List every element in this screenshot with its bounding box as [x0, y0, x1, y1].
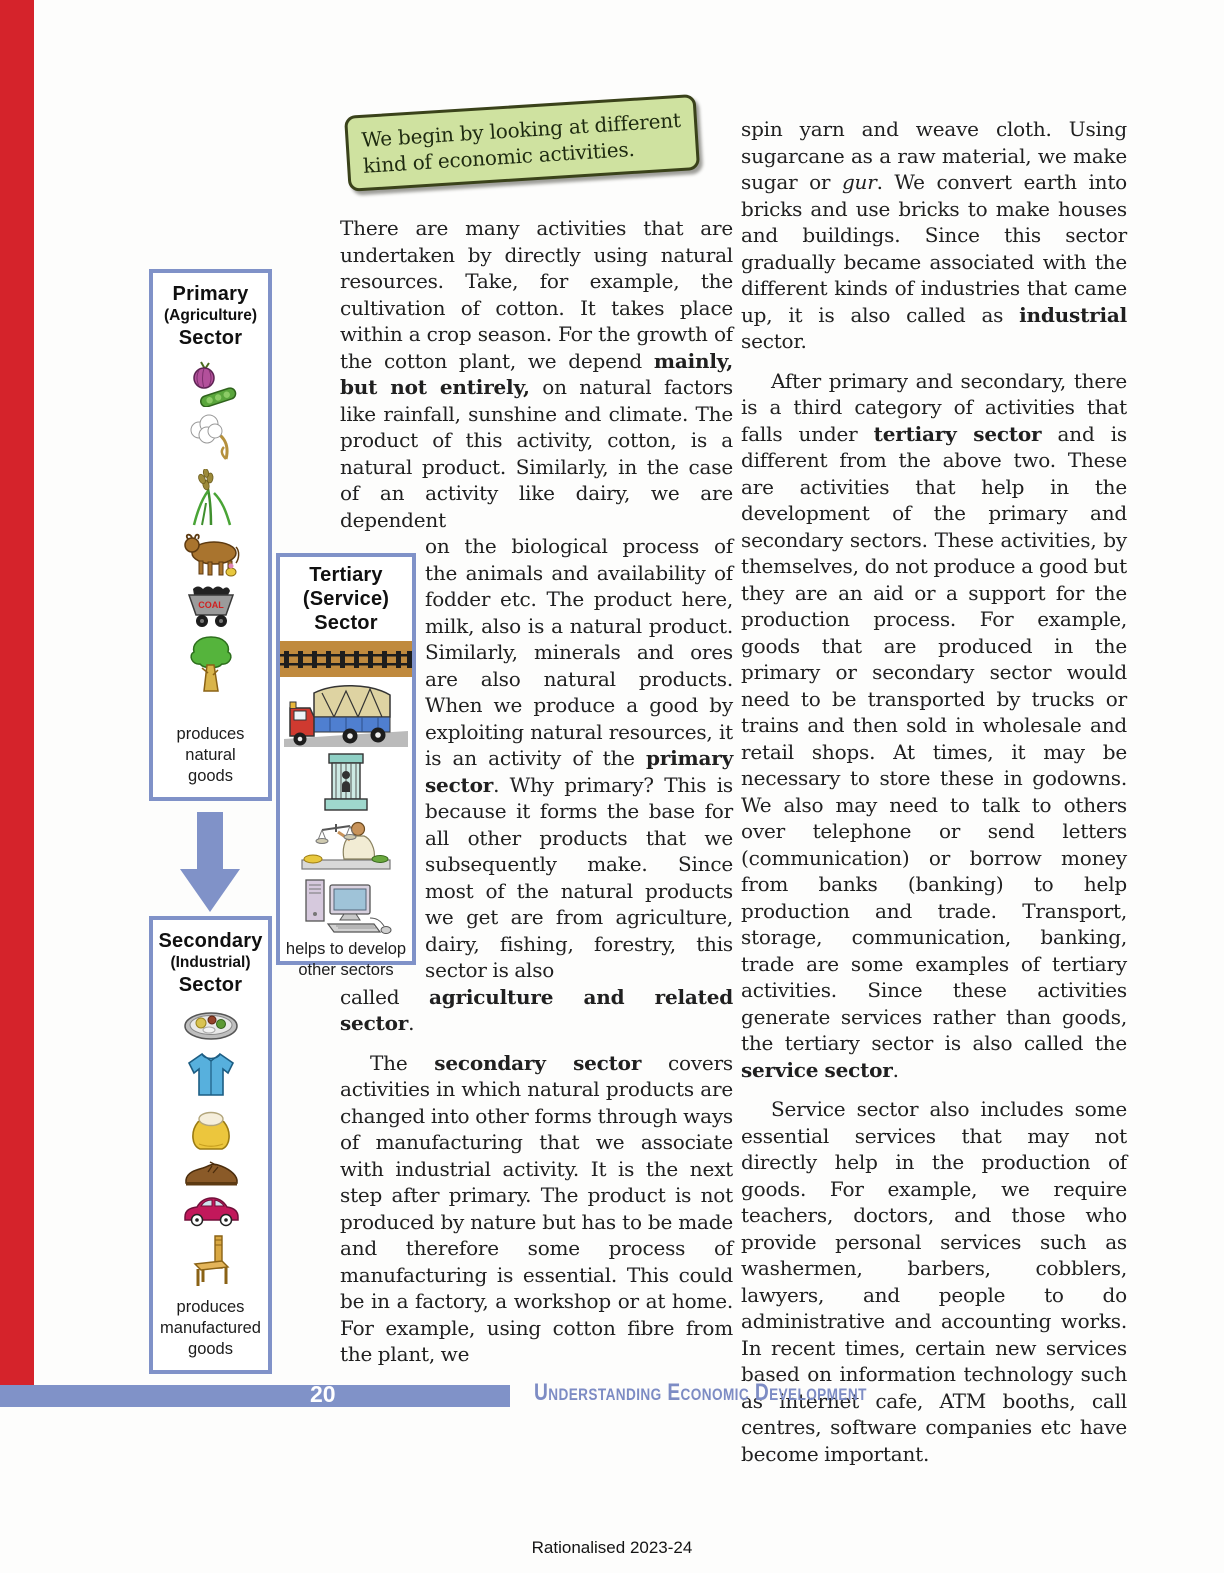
car-icon [181, 1194, 241, 1228]
paragraph-primary-intro: There are many activities that are undertaken by directly using natural resources. Take, for example, the cultivation of cotton. It takes place within a crop season. For the growth of the cotton plant, we depend mainly, but not entirely, on natural factors like rainfall, sunshine and climate. The product of this activity, cotton, is a natural product. Similarly, in the case of an activity like dairy, we are dependent [340, 216, 733, 532]
secondary-title-line3: Sector [178, 974, 243, 996]
footer-chapter-title: Understanding Economic Development [534, 1379, 867, 1406]
secondary-sector-caption: produces manufactured goods [160, 1298, 261, 1358]
secondary-sector-title [158, 929, 262, 997]
secondary-sector-box [149, 916, 272, 1374]
paragraph-service-sector: Service sector also includes some essential services that may not directly help in the production of goods. For example, we require teachers, doctors, and those who provide personal services such as washermen, barbers, cobblers, lawyers, and people to do administrative and accounting works. In recent times, certain new services based on information technology such as internet cafe, ATM booths, call centres, software companies etc have become important. [741, 1097, 1127, 1466]
chair-icon [189, 1234, 233, 1290]
primary-sector-title [164, 282, 257, 350]
cotton-boll-icon [184, 413, 238, 463]
coal-cart-icon [184, 583, 238, 629]
tree-icon [184, 635, 238, 693]
rationalised-note: Rationalised 2023-24 [531, 1538, 693, 1557]
primary-to-secondary-arrow-icon [180, 812, 240, 912]
tertiary-title-line1: Tertiary [309, 564, 383, 586]
secondary-title-line1: Secondary [158, 930, 263, 952]
tertiary-title-line3: Sector [314, 612, 378, 634]
secondary-title-line2: (Industrial) [170, 954, 251, 971]
footer-page-bar [0, 1381, 510, 1407]
paragraph-primary-wrapped: on the biological process of the animals and availability of fodder etc. The product here, milk, also is a natural product. Similarly, minerals and ores are also natural products. When we produce a good by exploiting natural resources, it is an activity of the primary sector. Why primary? This is because it forms the base for all other products that we subsequently make. Since most of the natural products we get are from agriculture, dairy, fishing, forestry, this sector is also [425, 534, 733, 982]
paragraph-secondary-sector: The secondary sector covers activities in which natural products are changed into other forms through ways of manufacturing that we associate with industrial activity. It is the next step after primary. The product is not produced by nature but has to be made and therefore some process of manufacturing is essential. This could be in a factory, a workshop or at home. For example, using cotton fibre from the plant, we [340, 1050, 733, 1366]
primary-title-line1: Primary [172, 283, 249, 305]
page-edge-red-bar [0, 0, 34, 1386]
tertiary-title-line2: (Service) [302, 588, 390, 610]
sugar-sack-icon [185, 1104, 237, 1152]
intro-speech-bubble [344, 94, 700, 192]
tertiary-sector-caption: helps to develop other sectors [285, 940, 407, 979]
right-text-column [741, 116, 1127, 1467]
paragraph-industrial: spin yarn and weave cloth. Using sugarcane as a raw material, we make sugar or gur. We convert earth into bricks and use bricks to make houses and buildings. Since this sector gradually became associated with the different kinds of industries that came up, it is also called as industrial sector. [741, 117, 1127, 353]
food-plate-icon [182, 1008, 240, 1044]
paragraph-primary-end: called agriculture and related sector. [340, 984, 734, 1035]
shirt-icon [185, 1050, 237, 1098]
intro-speech-bubble-text: We begin by looking at different kind of economic activities. [360, 107, 682, 178]
primary-icons [181, 358, 241, 696]
primary-title-line3: Sector [178, 327, 243, 349]
shoe-icon [182, 1158, 240, 1188]
cattle-icon [181, 533, 241, 577]
page-number: 20 [310, 1381, 336, 1407]
coal-cart-label: COAL [197, 600, 224, 610]
onion-and-pea-icon [185, 361, 237, 407]
primary-sector-box [149, 269, 272, 801]
primary-sector-caption: produces natural goods [176, 725, 245, 785]
paragraph-tertiary-sector: After primary and secondary, there is a third category of activities that falls under tertiary sector and is different from the above two. These are activities that help in the development of the primary and secondary sectors. These activities, by themselves, do not produce a good but they are an aid or a support for the production process. For example, goods that are produced in the primary or secondary sector would need to be transported by trucks or trains and then sold in wholesale and retail shops. At times, it may be necessary to store these in godowns. We also may need to talk to others over telephone or send letters (communication) or borrow money from banks (banking) to help production and trade. Transport, storage, communication, banking, trade are some examples of tertiary activities. Since these activities generate services rather than goods, the tertiary sector is also called the service sector. [741, 368, 1127, 1082]
middle-text-column [340, 215, 733, 1368]
paddy-plant-icon [184, 469, 238, 527]
secondary-icons [181, 1005, 241, 1293]
primary-title-line2: (Agriculture) [164, 307, 257, 324]
